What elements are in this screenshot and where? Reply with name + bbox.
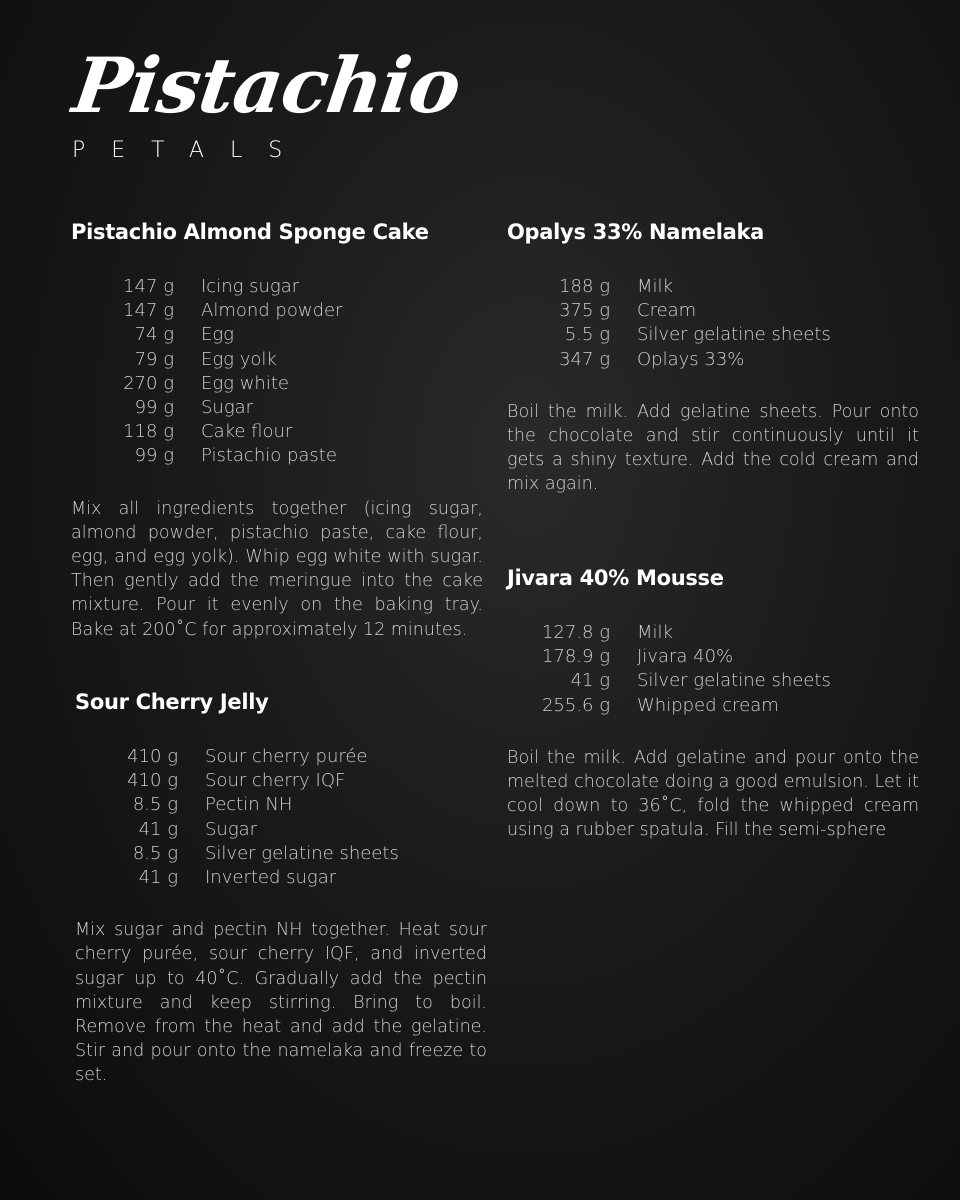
ingredient-quantity: 8.5 g — [132, 842, 178, 864]
ingredient-name: Sugar — [205, 818, 258, 840]
recipe-section-namelaka — [507, 219, 919, 497]
ingredient-row — [75, 842, 487, 866]
ingredient-row — [507, 348, 919, 372]
ingredient-quantity: 270 g — [123, 372, 174, 394]
ingredient-name: Egg yolk — [201, 348, 277, 370]
ingredient-quantity: 347 g — [559, 348, 610, 370]
ingredient-name: Jivara 40% — [637, 646, 734, 668]
recipe-section-mousse — [507, 565, 919, 843]
ingredient-row — [507, 621, 919, 645]
ingredient-row — [75, 866, 487, 890]
ingredient-list — [507, 275, 919, 372]
ingredient-quantity: 8.5 g — [132, 794, 178, 816]
ingredient-name: Silver gelatine sheets — [637, 670, 831, 692]
method-text: Boil the milk. Add gelatine sheets. Pour onto the chocolate and stir continuously until it gets a shiny texture. Add the cold cream and mix again. — [507, 401, 919, 495]
ingredient-row — [71, 444, 483, 468]
brand-title: Pistachio — [67, 41, 466, 130]
ingredient-name: Egg white — [201, 372, 289, 394]
ingredient-row — [71, 323, 483, 347]
ingredient-quantity: 41 g — [570, 670, 610, 692]
section-title: Opalys 33% Namelaka — [507, 220, 765, 244]
ingredient-quantity: 5.5 g — [564, 324, 610, 346]
ingredient-quantity: 127.8 g — [541, 622, 610, 643]
ingredient-row — [507, 669, 919, 693]
ingredient-row — [507, 645, 919, 669]
ingredient-row — [71, 372, 483, 396]
ingredient-name: Milk — [637, 276, 673, 297]
section-title: Jivara 40% Mousse — [507, 566, 724, 590]
recipe-section-sponge-cake — [71, 219, 483, 642]
ingredient-quantity: 178.9 g — [541, 646, 610, 668]
ingredient-quantity: 255.6 g — [541, 694, 610, 716]
ingredient-quantity: 41 g — [138, 867, 178, 889]
ingredient-name: Whipped cream — [637, 694, 779, 716]
ingredient-quantity: 118 g — [123, 421, 174, 443]
ingredient-quantity: 188 g — [559, 276, 610, 297]
ingredient-quantity: 99 g — [134, 445, 174, 467]
method-text: Mix all ingredients together (icing sugar, almond powder, pistachio paste, cake flour, egg, and egg yolk). Whip egg white with sugar. Then gently add the meringue into the cake mixture. Pour it evenly on the baking tray. Bake at 200˚C for approximately 12 minutes. — [71, 498, 483, 640]
ingredient-row — [75, 818, 487, 842]
ingredient-row — [507, 299, 919, 323]
ingredient-row — [75, 745, 487, 769]
ingredient-row — [71, 348, 483, 372]
ingredient-name: Cake flour — [201, 421, 293, 443]
section-title: Sour Cherry Jelly — [75, 690, 269, 714]
ingredient-quantity: 74 g — [134, 324, 174, 346]
ingredient-list — [507, 621, 919, 718]
ingredient-row — [71, 420, 483, 444]
ingredient-quantity: 410 g — [127, 746, 178, 767]
ingredient-quantity: 410 g — [127, 770, 178, 792]
recipe-section-sour-cherry-jelly — [75, 689, 487, 1088]
ingredient-list — [75, 745, 487, 890]
ingredient-list — [71, 275, 483, 469]
ingredient-row — [71, 299, 483, 323]
ingredient-quantity: 147 g — [123, 276, 174, 297]
ingredient-row — [507, 694, 919, 718]
method-text: Mix sugar and pectin NH together. Heat sour cherry purée, sour cherry IQF, and inverted sugar up to 40˚C. Gradually add the pectin mixture and keep stirring. Bring to boil. Remove from the heat and add the gelatine. Stir and pour onto the namelaka and freeze to set. — [75, 920, 487, 1086]
section-title: Pistachio Almond Sponge Cake — [71, 220, 429, 244]
method-text: Boil the milk. Add gelatine and pour onto the melted chocolate doing a good emulsion. Let it cool down to 36˚C, fold the whipped cream using a rubber spatula. Fill the semi-sphere — [507, 747, 919, 841]
ingredient-name: Sugar — [201, 397, 254, 419]
ingredient-row — [75, 793, 487, 817]
ingredient-name: Cream — [637, 300, 697, 322]
ingredient-row — [507, 323, 919, 347]
ingredient-quantity: 41 g — [138, 818, 178, 840]
ingredient-name: Egg — [201, 324, 234, 346]
ingredient-row — [507, 275, 919, 299]
ingredient-name: Silver gelatine sheets — [637, 324, 831, 346]
ingredient-quantity: 375 g — [559, 300, 610, 322]
ingredient-quantity: 99 g — [134, 397, 174, 419]
ingredient-name: Sour cherry purée — [205, 746, 368, 767]
ingredient-row — [71, 275, 483, 299]
brand-subtitle: PETALS — [72, 138, 309, 163]
ingredient-name: Almond powder — [201, 300, 343, 322]
ingredient-row — [75, 769, 487, 793]
ingredient-name: Silver gelatine sheets — [205, 842, 399, 864]
ingredient-name: Pistachio paste — [201, 445, 337, 467]
ingredient-name: Pectin NH — [205, 794, 293, 816]
ingredient-name: Inverted sugar — [205, 867, 337, 889]
ingredient-name: Sour cherry IQF — [205, 770, 346, 792]
ingredient-row — [71, 396, 483, 420]
ingredient-quantity: 147 g — [123, 300, 174, 322]
ingredient-name: Oplays 33% — [637, 348, 745, 370]
ingredient-name: Milk — [637, 622, 673, 643]
ingredient-name: Icing sugar — [201, 276, 300, 297]
ingredient-quantity: 79 g — [134, 348, 174, 370]
